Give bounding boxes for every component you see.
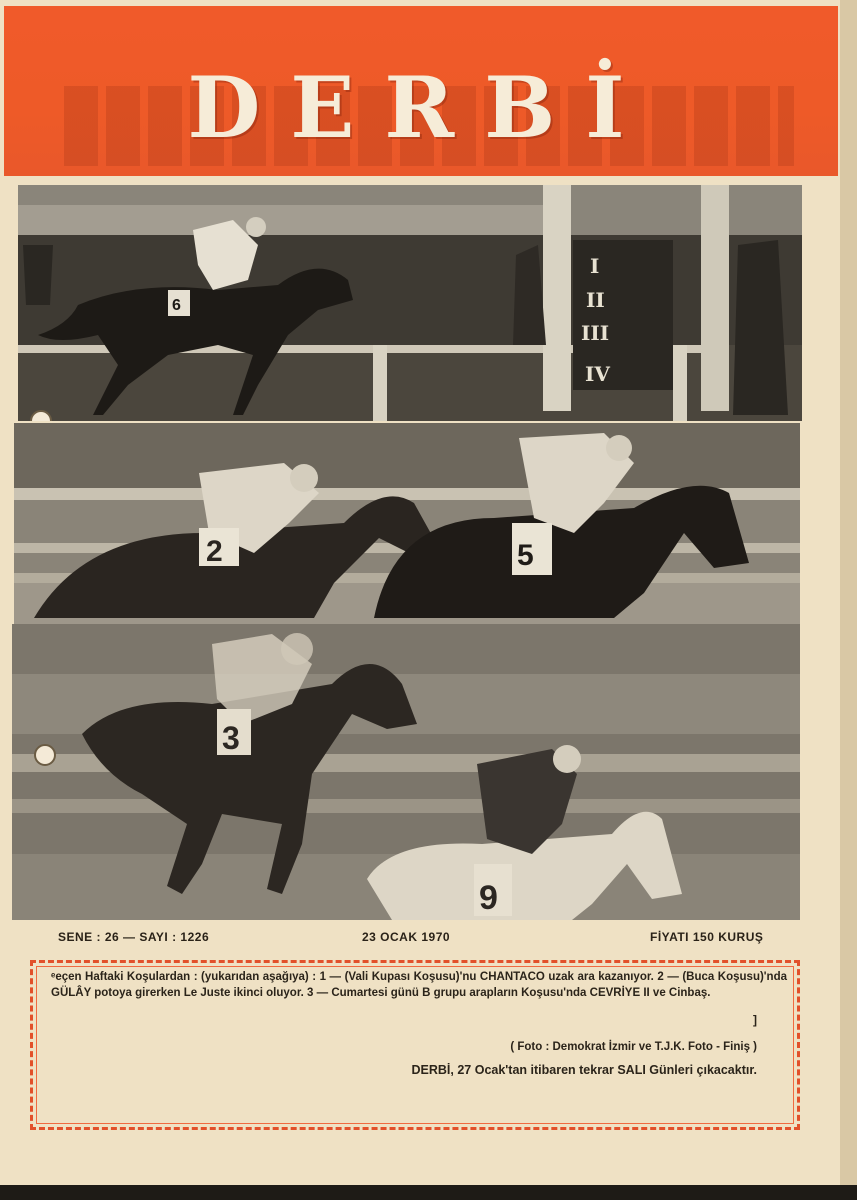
page-edge: [840, 0, 857, 1200]
post-marker-4: IV: [585, 362, 610, 386]
saddle-number-5: 5: [517, 539, 534, 572]
photo-credit: ( Foto : Demokrat İzmir ve T.J.K. Foto - Finiş ): [510, 1041, 757, 1053]
race-photo-2: [14, 423, 800, 624]
saddle-number-6: 6: [172, 297, 181, 314]
caption-box: [30, 960, 800, 1130]
announcement: DERBİ, 27 Ocak'tan itibaren tekrar SALI Günleri çıkacaktır.: [411, 1063, 757, 1077]
caption-bracket: ]: [753, 1013, 757, 1027]
saddle-number-2: 2: [206, 535, 223, 568]
magazine-title: DERBİ: [187, 58, 655, 157]
race-photo-3: [12, 624, 800, 920]
race-photo-1: [18, 185, 802, 421]
caption-text: ᵉeçen Haftaki Koşulardan : (yukarıdan aşağıya) : 1 — (Vali Kupası Koşusu)'nu CHANTACO uzak ara kazanıyor. 2 — (Buca Koşusu)'nda GÜLÂY potoya girerken Le Juste ikinci oluyor. 3 — Cumartesi günü B grupu arapların Koşusu'nda CEVRİYE II ve Cinbaş.: [51, 971, 787, 999]
volume-issue: SENE : 26 — SAYI : 1226: [58, 930, 210, 944]
masthead: [4, 6, 838, 176]
post-marker-1: I: [590, 254, 600, 278]
issue-date: 23 OCAK 1970: [362, 930, 451, 944]
saddle-number-9: 9: [479, 879, 498, 917]
page-bottom-shadow: [0, 1185, 857, 1200]
saddle-number-3: 3: [222, 720, 240, 756]
punch-hole: [34, 744, 56, 766]
price: FİYATI 150 KURUŞ: [650, 930, 764, 944]
post-marker-3: III: [581, 321, 610, 345]
post-marker-2: II: [586, 288, 605, 312]
